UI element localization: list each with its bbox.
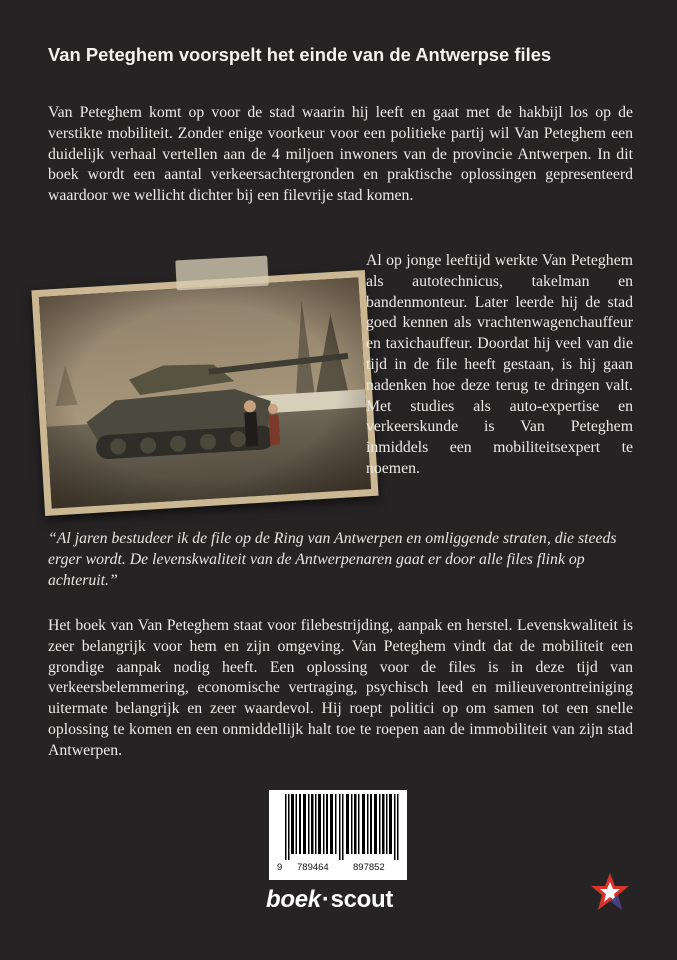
publisher-separator: · — [321, 886, 330, 913]
isbn-digits — [275, 862, 403, 876]
intro-paragraph: Van Peteghem komt op voor de stad waarin hij leeft en gaat met de hakbijl los op de verstikte mobiliteit. Zonder enige voorkeur voor een politieke partij wil Van Peteghem een duidelijk verhaal vertellen aan de 4 miljoen inwoners van de provincie Antwerpen. In dit boek wordt een aantal verkeersachtergronden en praktische oplossingen gepresenteerd waardoor we wellicht dichter bij een filevrije stad komen. — [48, 104, 633, 205]
barcode-bars — [285, 794, 403, 860]
isbn-first-digit: 9 — [277, 862, 283, 873]
star-icon — [590, 872, 630, 912]
tank-photo-image — [39, 277, 371, 508]
cover-title: Van Peteghem voorspelt het einde van de Antwerpse files — [48, 44, 552, 65]
author-bio: Al op jonge leeftijd werkte Van Peteghem als autotechnicus, takelman en bandenmonteur. Later leerde hij de stad goed kennen als vrachtenwagenchauffeur en taxichauffeur. Doordat hij veel van die tijd in de file heeft gestaan, is hij gaan nadenken hoe deze terug te dringen valt. Met studies als auto-expertise en verkeerskunde is Van Peteghem inmiddels een mobiliteitsexpert te noemen. — [366, 252, 633, 477]
photo-block — [38, 258, 364, 498]
isbn-right-group: 897852 — [353, 862, 385, 873]
author-quote: “Al jaren bestudeer ik de file op de Ring van Antwerpen en omliggende straten, die steeds erger wordt. De levenskwaliteit van de Antwerpenaren gaat er door alle files flink op achteruit.” — [48, 530, 617, 589]
vintage-tank-photo — [31, 270, 378, 516]
closing-paragraph: Het boek van Van Peteghem staat voor filebestrijding, aanpak en herstel. Levenskwaliteit is zeer belangrijk voor hem en zijn omgeving. Van Peteghem vindt dat de mobiliteit een grondige aanpak nodig heeft. Een oplossing voor de files is in deze tijd van verkeersbelemmering, economische vertraging, psychisch leed en milieuverontreiniging uitermate belangrijk en zeer waardevol. Hij roept politici op om samen tot een snelle oplossing te komen en een onmiddellijk halt toe te roepen aan de immobiliteit van zijn stad Antwerpen. — [48, 617, 633, 759]
isbn-barcode — [269, 790, 407, 880]
publisher-logo — [266, 886, 416, 920]
publisher-part2: scout — [330, 886, 394, 913]
publisher-part1: boek — [266, 886, 321, 913]
tape-strip — [175, 256, 268, 291]
isbn-left-group: 789464 — [297, 862, 329, 873]
